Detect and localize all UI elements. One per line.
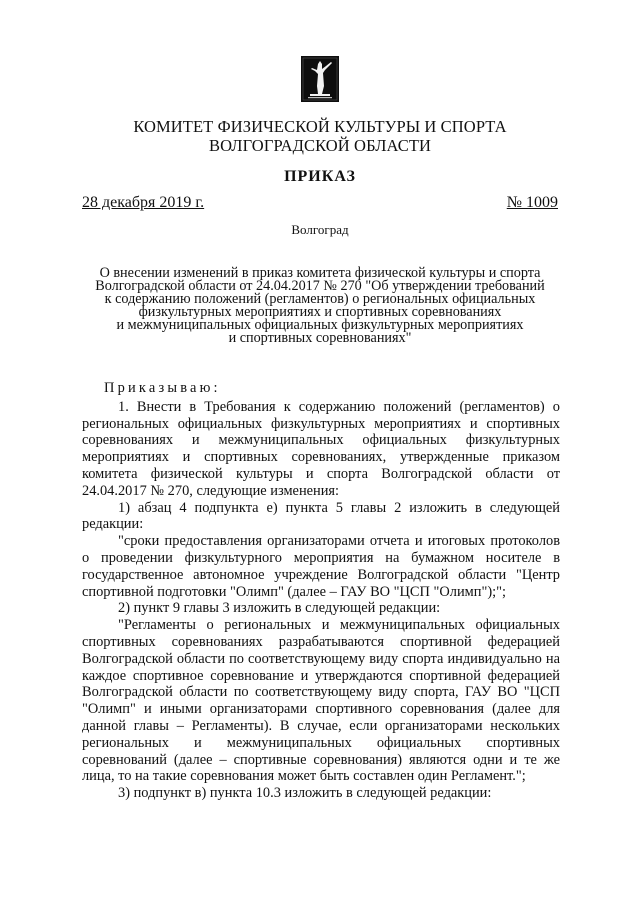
body-paragraph: "Регламенты о региональных и межмуниципальных официальных спортивных соревнованиях разрабатываются спортивной федерацией Волгоградской области по соответствующему виду спорта индивидуально на каждое спортивное соревнование и утверждаются спортивной федерацией Волгоградской области по соответствующему виду спорта, ГАУ ВО "ЦСП "Олимп" и иными организаторами спортивного соревнования (далее для данной главы – Регламенты). В случае, если организаторами нескольких региональных и межмуниципальных официальных спортивных соревнований (далее – спортивные соревнования) являются одни и те же лица, то на такие соревнования может быть составлен один Регламент."; xyxy=(82,617,560,785)
body-paragraph: 1. Внести в Требования к содержанию положений (регламентов) о региональных официальных физкультурных мероприятиях и спортивных соревнованиях и межмуниципальных официальных физкультурных мероприятиях и спортивных соревнованиях, утвержденные приказом комитета физической культуры и спорта Волгоградской области от 24.04.2017 № 270, следующие изменения: xyxy=(82,398,560,499)
order-title: ПРИКАЗ xyxy=(284,168,356,185)
body-paragraph: 1) абзац 4 подпункта е) пункта 5 главы 2 изложить в следующей редакции: xyxy=(82,499,560,533)
subject-line: и спортивных соревнованиях" xyxy=(228,330,412,346)
order-number: № 1009 xyxy=(506,194,558,211)
body-paragraph: "сроки предоставления организаторами отчета и итоговых протоколов о проведении физкультурного мероприятия на бумажном носителе в государственное автономное учреждение Волгоградской области "Центр спортивной подготовки "Олимп" (далее – ГАУ ВО "ЦСП "Олимп");"; xyxy=(82,533,560,600)
order-body xyxy=(82,380,560,802)
subject-line: физкультурных мероприятиях и спортивных соревнованиях xyxy=(138,304,502,320)
body-paragraph: 3) подпункт в) пункта 10.3 изложить в следующей редакции: xyxy=(118,785,492,802)
body-paragraph: 2) пункт 9 главы 3 изложить в следующей редакции: xyxy=(118,600,441,617)
committee-line-1: КОМИТЕТ ФИЗИЧЕСКОЙ КУЛЬТУРЫ И СПОРТА xyxy=(133,117,507,136)
subject-line: Волгоградской области от 24.04.2017 № 270 "Об утверждении требований xyxy=(95,278,545,294)
committee-name xyxy=(0,117,640,155)
order-word: Приказываю: xyxy=(104,380,221,396)
subject-line: к содержанию положений (регламентов) о региональных официальных xyxy=(104,291,536,307)
city-name: Волгоград xyxy=(291,222,349,237)
subject-line: и межмуниципальных официальных физкультурных мероприятиях xyxy=(116,317,524,333)
order-subject xyxy=(80,267,560,345)
volgograd-coat-of-arms-icon xyxy=(301,56,339,102)
subject-line: О внесении изменений в приказ комитета физической культуры и спорта xyxy=(99,265,541,281)
committee-line-2: ВОЛГОГРАДСКОЙ ОБЛАСТИ xyxy=(208,136,432,155)
order-date: 28 декабря 2019 г. xyxy=(82,194,205,211)
